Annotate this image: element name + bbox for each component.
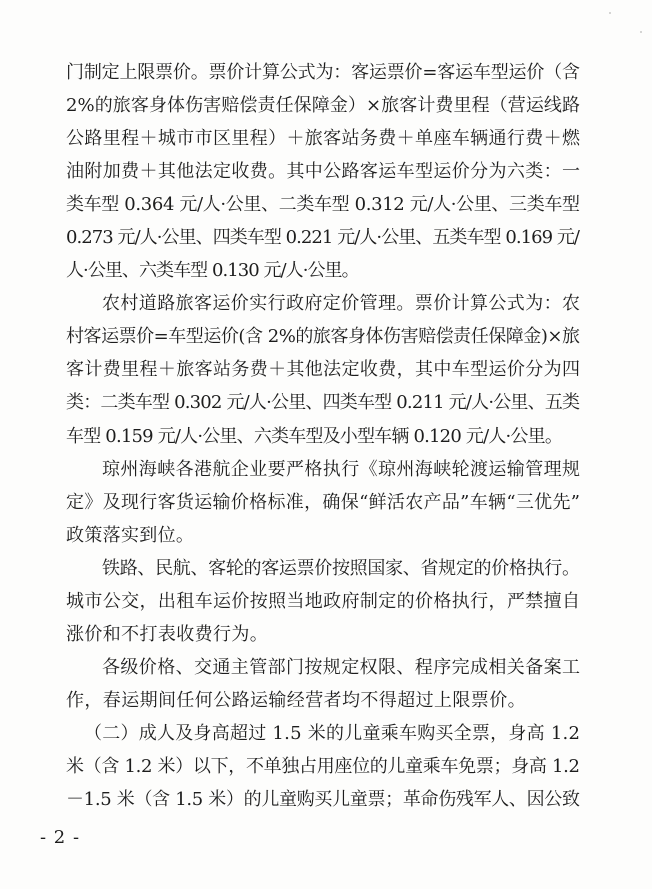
- text-line: [66, 486, 582, 519]
- text-line: [66, 684, 582, 717]
- text-line-content: 作，春运期间任何公路运输经营者均不得超过上限票价。: [66, 689, 526, 711]
- text-line: [66, 519, 582, 552]
- text-line-content: 各级价格、交通主管部门按规定权限、程序完成相关备案工: [102, 656, 581, 678]
- text-line: [66, 420, 582, 453]
- text-line: [66, 750, 582, 783]
- text-line-content: 琼州海峡各港航企业要严格执行《琼州海峡轮渡运输管理规: [102, 458, 581, 480]
- text-line-content: 村客运票价=车型运价(含 2%的旅客身体伤害赔偿责任保障金)×旅: [66, 326, 580, 348]
- text-line: [66, 353, 582, 386]
- text-line: [66, 552, 582, 585]
- paragraph: [66, 651, 582, 717]
- text-line-content: 2%的旅客身体伤害赔偿责任保障金）×旅客计费里程（营运线路: [66, 95, 581, 117]
- text-line: [66, 651, 582, 684]
- text-line: [66, 783, 582, 816]
- text-line-content: 城市公交，出租车运价按照当地政府制定的价格执行，严禁擅自: [66, 590, 581, 612]
- text-line: [66, 287, 582, 320]
- text-line: [66, 122, 582, 155]
- paragraph: [66, 552, 582, 651]
- page-number: - 2 -: [40, 827, 81, 848]
- text-line-content: （二）成人及身高超过 1.5 米的儿童乘车购买全票，身高 1.2: [84, 722, 581, 744]
- text-line-content: 车型 0.159 元/人·公里、六类车型及小型车辆 0.120 元/人·公里。: [66, 425, 563, 447]
- text-line-content: 米（含 1.2 米）以下，不单独占用座位的儿童乘车免票；身高 1.2: [66, 755, 580, 777]
- paragraph: [66, 453, 582, 552]
- text-line-content: －1.5 米（含 1.5 米）的儿童购买儿童票；革命伤残军人、因公致: [66, 789, 580, 811]
- text-line-content: 类车型 0.364 元/人·公里、二类车型 0.312 元/人·公里、三类车型: [66, 194, 580, 216]
- text-line-content: 农村道路旅客运价实行政府定价管理。票价计算公式为：农: [102, 293, 581, 315]
- text-line: [66, 188, 582, 221]
- text-line-content: 0.273 元/人·公里、四类车型 0.221 元/人·公里、五类车型 0.169 元/: [66, 227, 580, 249]
- text-line: [66, 453, 582, 486]
- text-line-content: 人·公里、六类车型 0.130 元/人·公里。: [66, 260, 359, 282]
- text-line-content: 铁路、民航、客轮的客运票价按照国家、省规定的价格执行。: [102, 557, 580, 579]
- text-line: [66, 254, 582, 287]
- text-line: [66, 618, 582, 651]
- text-line-content: 涨价和不打表收费行为。: [66, 623, 269, 645]
- paragraph: [66, 717, 582, 816]
- text-line: [66, 56, 582, 89]
- text-line: [66, 717, 582, 750]
- text-line: [66, 89, 582, 122]
- text-line-content: 类：二类车型 0.302 元/人·公里、四类车型 0.211 元/人·公里、五类: [66, 392, 580, 414]
- paragraph: [66, 56, 582, 287]
- document-body: [66, 56, 582, 816]
- scan-speck: [609, 12, 611, 14]
- text-line-content: 政策落实到位。: [66, 524, 195, 546]
- text-line-content: 客计费里程＋旅客站务费＋其他法定收费，其中车型运价分为四: [66, 359, 581, 381]
- text-line: [66, 585, 582, 618]
- text-line-content: 门制定上限票价。票价计算公式为：客运票价=客运车型运价（含: [66, 62, 580, 83]
- text-line-content: 定》及现行客货运输价格标准，确保“鲜活农产品”车辆“三优先”: [66, 491, 581, 513]
- text-line-content: 油附加费＋其他法定收费。其中公路客运车型运价分为六类：一: [66, 161, 581, 183]
- paragraph: [66, 287, 582, 452]
- scan-speck: [640, 31, 642, 33]
- text-line: [66, 221, 582, 254]
- text-line: [66, 320, 582, 353]
- text-line: [66, 155, 582, 188]
- text-line: [66, 386, 582, 419]
- text-line-content: 公路里程＋城市市区里程）＋旅客站务费＋单座车辆通行费＋燃: [66, 128, 581, 150]
